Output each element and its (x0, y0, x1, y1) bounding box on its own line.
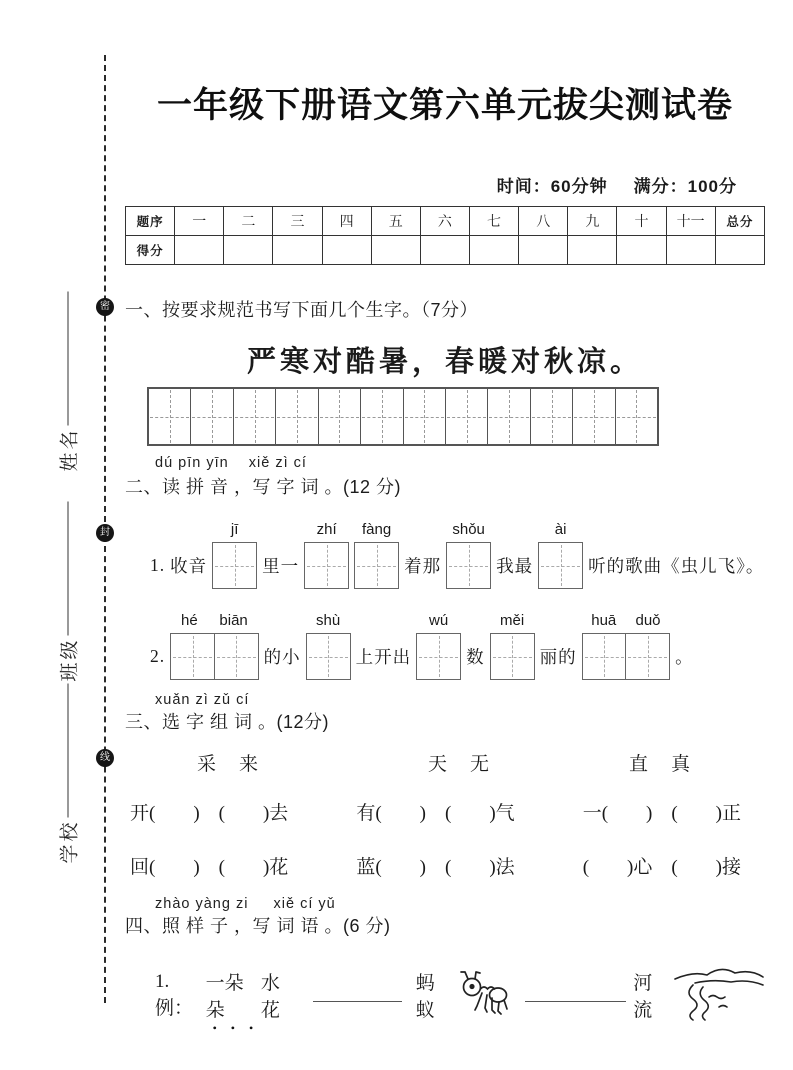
header-cell: 十 (617, 207, 666, 236)
tianzige-box (446, 542, 491, 589)
question-2 (125, 609, 765, 680)
score-cell (519, 236, 568, 265)
answer-blank-line (525, 988, 627, 1002)
fill-group: ( )心 ( )接 (582, 857, 741, 878)
page-title: 一年级下册语文第六单元拔尖测试卷 (156, 86, 733, 125)
section1-heading: 一、按要求规范书写下面几个生字。（7分） (125, 300, 479, 320)
seal-badge-xian: 线 (96, 749, 114, 767)
answer-box: fàng (354, 542, 399, 589)
school-field-label: 学校 (55, 684, 82, 864)
section4-heading: 四、照 样 子 ，写 词 语 。(6 分) (125, 916, 391, 936)
answer-box-double: hé biān (170, 633, 259, 680)
word-river: 河流 (633, 973, 653, 1021)
seal-badge-mi: 密 (96, 298, 114, 316)
class-blank-line (68, 502, 69, 636)
fill-group: 蓝( ) ( )法 (356, 857, 515, 878)
score-cell (568, 236, 617, 265)
score-cell (322, 236, 371, 265)
header-cell: 十一 (666, 207, 715, 236)
score-row-label: 得分 (126, 236, 175, 265)
class-field-label: 班级 (55, 502, 82, 682)
answer-box: zhí (304, 542, 349, 589)
time-limit: 时间：60分钟 (496, 177, 608, 196)
q1-text: 着那 (404, 556, 442, 576)
full-score: 满分：100分 (633, 177, 737, 196)
tianzige-box (170, 633, 215, 680)
answer-box: shǒu (446, 542, 491, 589)
answer-box: jī (212, 542, 257, 589)
writing-cell (234, 389, 276, 444)
answer-box: ài (538, 542, 583, 589)
header-cell: 一 (175, 207, 224, 236)
fill-group: 一( ) ( )正 (582, 803, 741, 824)
header-cell: 八 (519, 207, 568, 236)
header-cell: 七 (469, 207, 518, 236)
tianzige-box (625, 633, 670, 680)
school-blank-line (68, 684, 69, 818)
ant-icon (457, 969, 509, 1021)
tianzige-box (212, 542, 257, 589)
header-cell: 题序 (126, 207, 175, 236)
tianzige-box (582, 633, 627, 680)
name-blank-line (68, 292, 69, 426)
q2-text: 的小 (263, 647, 301, 667)
tianzige-box (304, 542, 349, 589)
fill-row-1 (125, 798, 765, 825)
fill-group: 开( ) ( )去 (130, 803, 289, 824)
header-cell: 二 (224, 207, 273, 236)
q2-text: 。 (675, 647, 694, 667)
fill-row-2 (125, 852, 765, 879)
example-prefix: 1.例： (155, 970, 194, 1019)
paper-content (125, 0, 765, 1027)
section3-pinyin: xuǎn zì zǔ cí (155, 692, 250, 708)
exam-meta (125, 172, 765, 197)
example-item-row (125, 963, 765, 1027)
header-cell: 五 (371, 207, 420, 236)
answer-box: měi (490, 633, 535, 680)
score-cell (371, 236, 420, 265)
score-cell (715, 236, 764, 265)
answer-box: wú (416, 633, 461, 680)
word-ant: 蚂蚁 (415, 973, 435, 1021)
score-cell (420, 236, 469, 265)
tianzige-box (214, 633, 259, 680)
section3-heading: 三、选 字 组 词 。(12分) (125, 712, 330, 732)
section4-pinyin: zhào yàng zi xiě cí yǔ (155, 896, 336, 912)
writing-cell (319, 389, 361, 444)
writing-cell (361, 389, 403, 444)
writing-cell (531, 389, 573, 444)
q2-text: 丽的 (539, 647, 577, 667)
writing-cell (404, 389, 446, 444)
q1-text: 听的歌曲《虫儿飞》。 (588, 556, 765, 576)
writing-cell (191, 389, 233, 444)
tianzige-box (306, 633, 351, 680)
q1-text: 收音 (170, 556, 208, 576)
score-cell (273, 236, 322, 265)
emphasized-word: 一朵朵 ••• (206, 968, 261, 1022)
score-table-score-row (126, 236, 765, 265)
tianzige-box (354, 542, 399, 589)
tianzige-box (538, 542, 583, 589)
score-cell (469, 236, 518, 265)
copy-sentence: 严寒对酷暑，春暖对秋凉。 (246, 346, 643, 378)
score-cell (224, 236, 273, 265)
tianzige-box (416, 633, 461, 680)
score-cell (175, 236, 224, 265)
writing-cell (616, 389, 657, 444)
choice-characters-row (125, 749, 765, 776)
writing-cell (446, 389, 488, 444)
seal-badge-feng: 封 (96, 524, 114, 542)
question-number: 1. (150, 555, 166, 575)
section2-heading: 二、读 拼 音 ，写 字 词 。(12 分) (125, 477, 402, 497)
header-cell: 总分 (715, 207, 764, 236)
score-table (125, 206, 765, 265)
header-cell: 四 (322, 207, 371, 236)
writing-grid (147, 387, 659, 446)
answer-box-double: huā duǒ (582, 633, 671, 680)
tianzige-box (490, 633, 535, 680)
answer-box: shù (306, 633, 351, 680)
writing-cell (573, 389, 615, 444)
score-cell (666, 236, 715, 265)
score-cell (617, 236, 666, 265)
writing-cell (276, 389, 318, 444)
choice-pair: 采 来 (197, 754, 261, 775)
q1-text: 里一 (262, 556, 300, 576)
fill-group: 有( ) ( )气 (356, 803, 515, 824)
header-cell: 六 (420, 207, 469, 236)
q2-text: 上开出 (355, 647, 412, 667)
choice-pair: 天 无 (428, 754, 492, 775)
q1-text: 我最 (496, 556, 534, 576)
section2-pinyin: dú pīn yīn xiě zì cí (155, 455, 307, 471)
example-rest: 水花 (260, 973, 280, 1021)
question-number: 2. (150, 646, 166, 666)
writing-cell (488, 389, 530, 444)
header-cell: 九 (568, 207, 617, 236)
writing-cell (149, 389, 191, 444)
choice-pair: 直 真 (629, 754, 693, 775)
name-field-label: 姓名 (55, 292, 82, 472)
fill-group: 回( ) ( )花 (130, 857, 289, 878)
header-cell: 三 (273, 207, 322, 236)
question-1 (125, 518, 765, 589)
answer-blank-line (313, 988, 402, 1002)
river-icon (673, 963, 765, 1027)
q2-text: 数 (466, 647, 485, 667)
score-table-header-row (126, 207, 765, 236)
